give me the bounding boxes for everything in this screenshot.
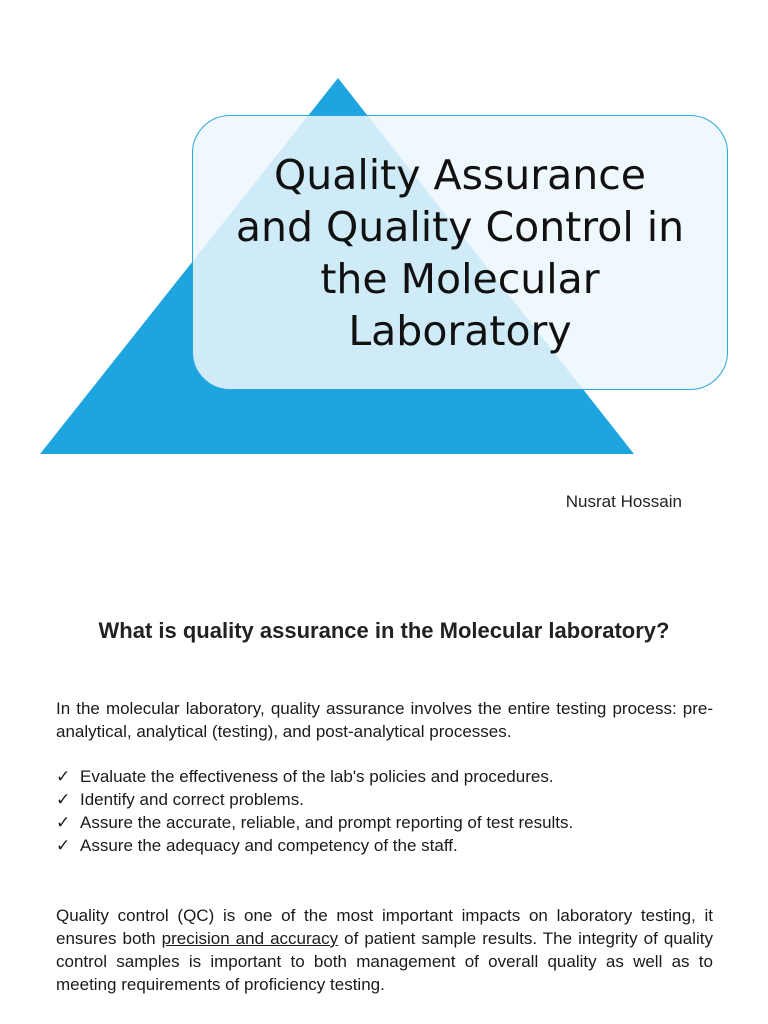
qc-text-end: of patient sample results. The integrity of quality control samples is important to both management of overall quality as well as to meeting requirements of proficiency testing. <box>56 929 713 994</box>
checkmark-icon: ✓ <box>56 836 71 855</box>
checkmark-icon: ✓ <box>56 767 71 786</box>
checkmark-icon: ✓ <box>56 813 71 832</box>
checklist-item-text: Assure the adequacy and competency of the staff. <box>80 836 458 855</box>
qc-paragraph <box>56 904 713 996</box>
checklist-item-text: Evaluate the effectiveness of the lab's policies and procedures. <box>80 767 554 786</box>
author-name: Nusrat Hossain <box>565 492 682 511</box>
checklist-item <box>56 811 713 834</box>
intro-paragraph: In the molecular laboratory, quality assurance involves the entire testing process: pre-analytical, analytical (testing), and post-analytical processes. <box>56 699 713 741</box>
checklist-item <box>56 788 713 811</box>
section-heading: What is quality assurance in the Molecular laboratory? <box>98 618 670 643</box>
checklist-item <box>56 765 713 788</box>
qc-text-start: Quality control (QC) is one of the most important impacts on laboratory testing, it ensures both <box>56 906 713 948</box>
qa-checklist <box>56 765 713 857</box>
checklist-item <box>56 834 713 857</box>
checklist-item-text: Identify and correct problems. <box>80 790 304 809</box>
qc-underlined-phrase: precision and accuracy <box>161 929 339 948</box>
checklist-item-text: Assure the accurate, reliable, and prompt reporting of test results. <box>80 813 574 832</box>
checkmark-icon: ✓ <box>56 790 71 809</box>
document-title: Quality Assurance and Quality Control in the Molecular Laboratory <box>235 150 685 355</box>
title-box <box>192 115 728 390</box>
